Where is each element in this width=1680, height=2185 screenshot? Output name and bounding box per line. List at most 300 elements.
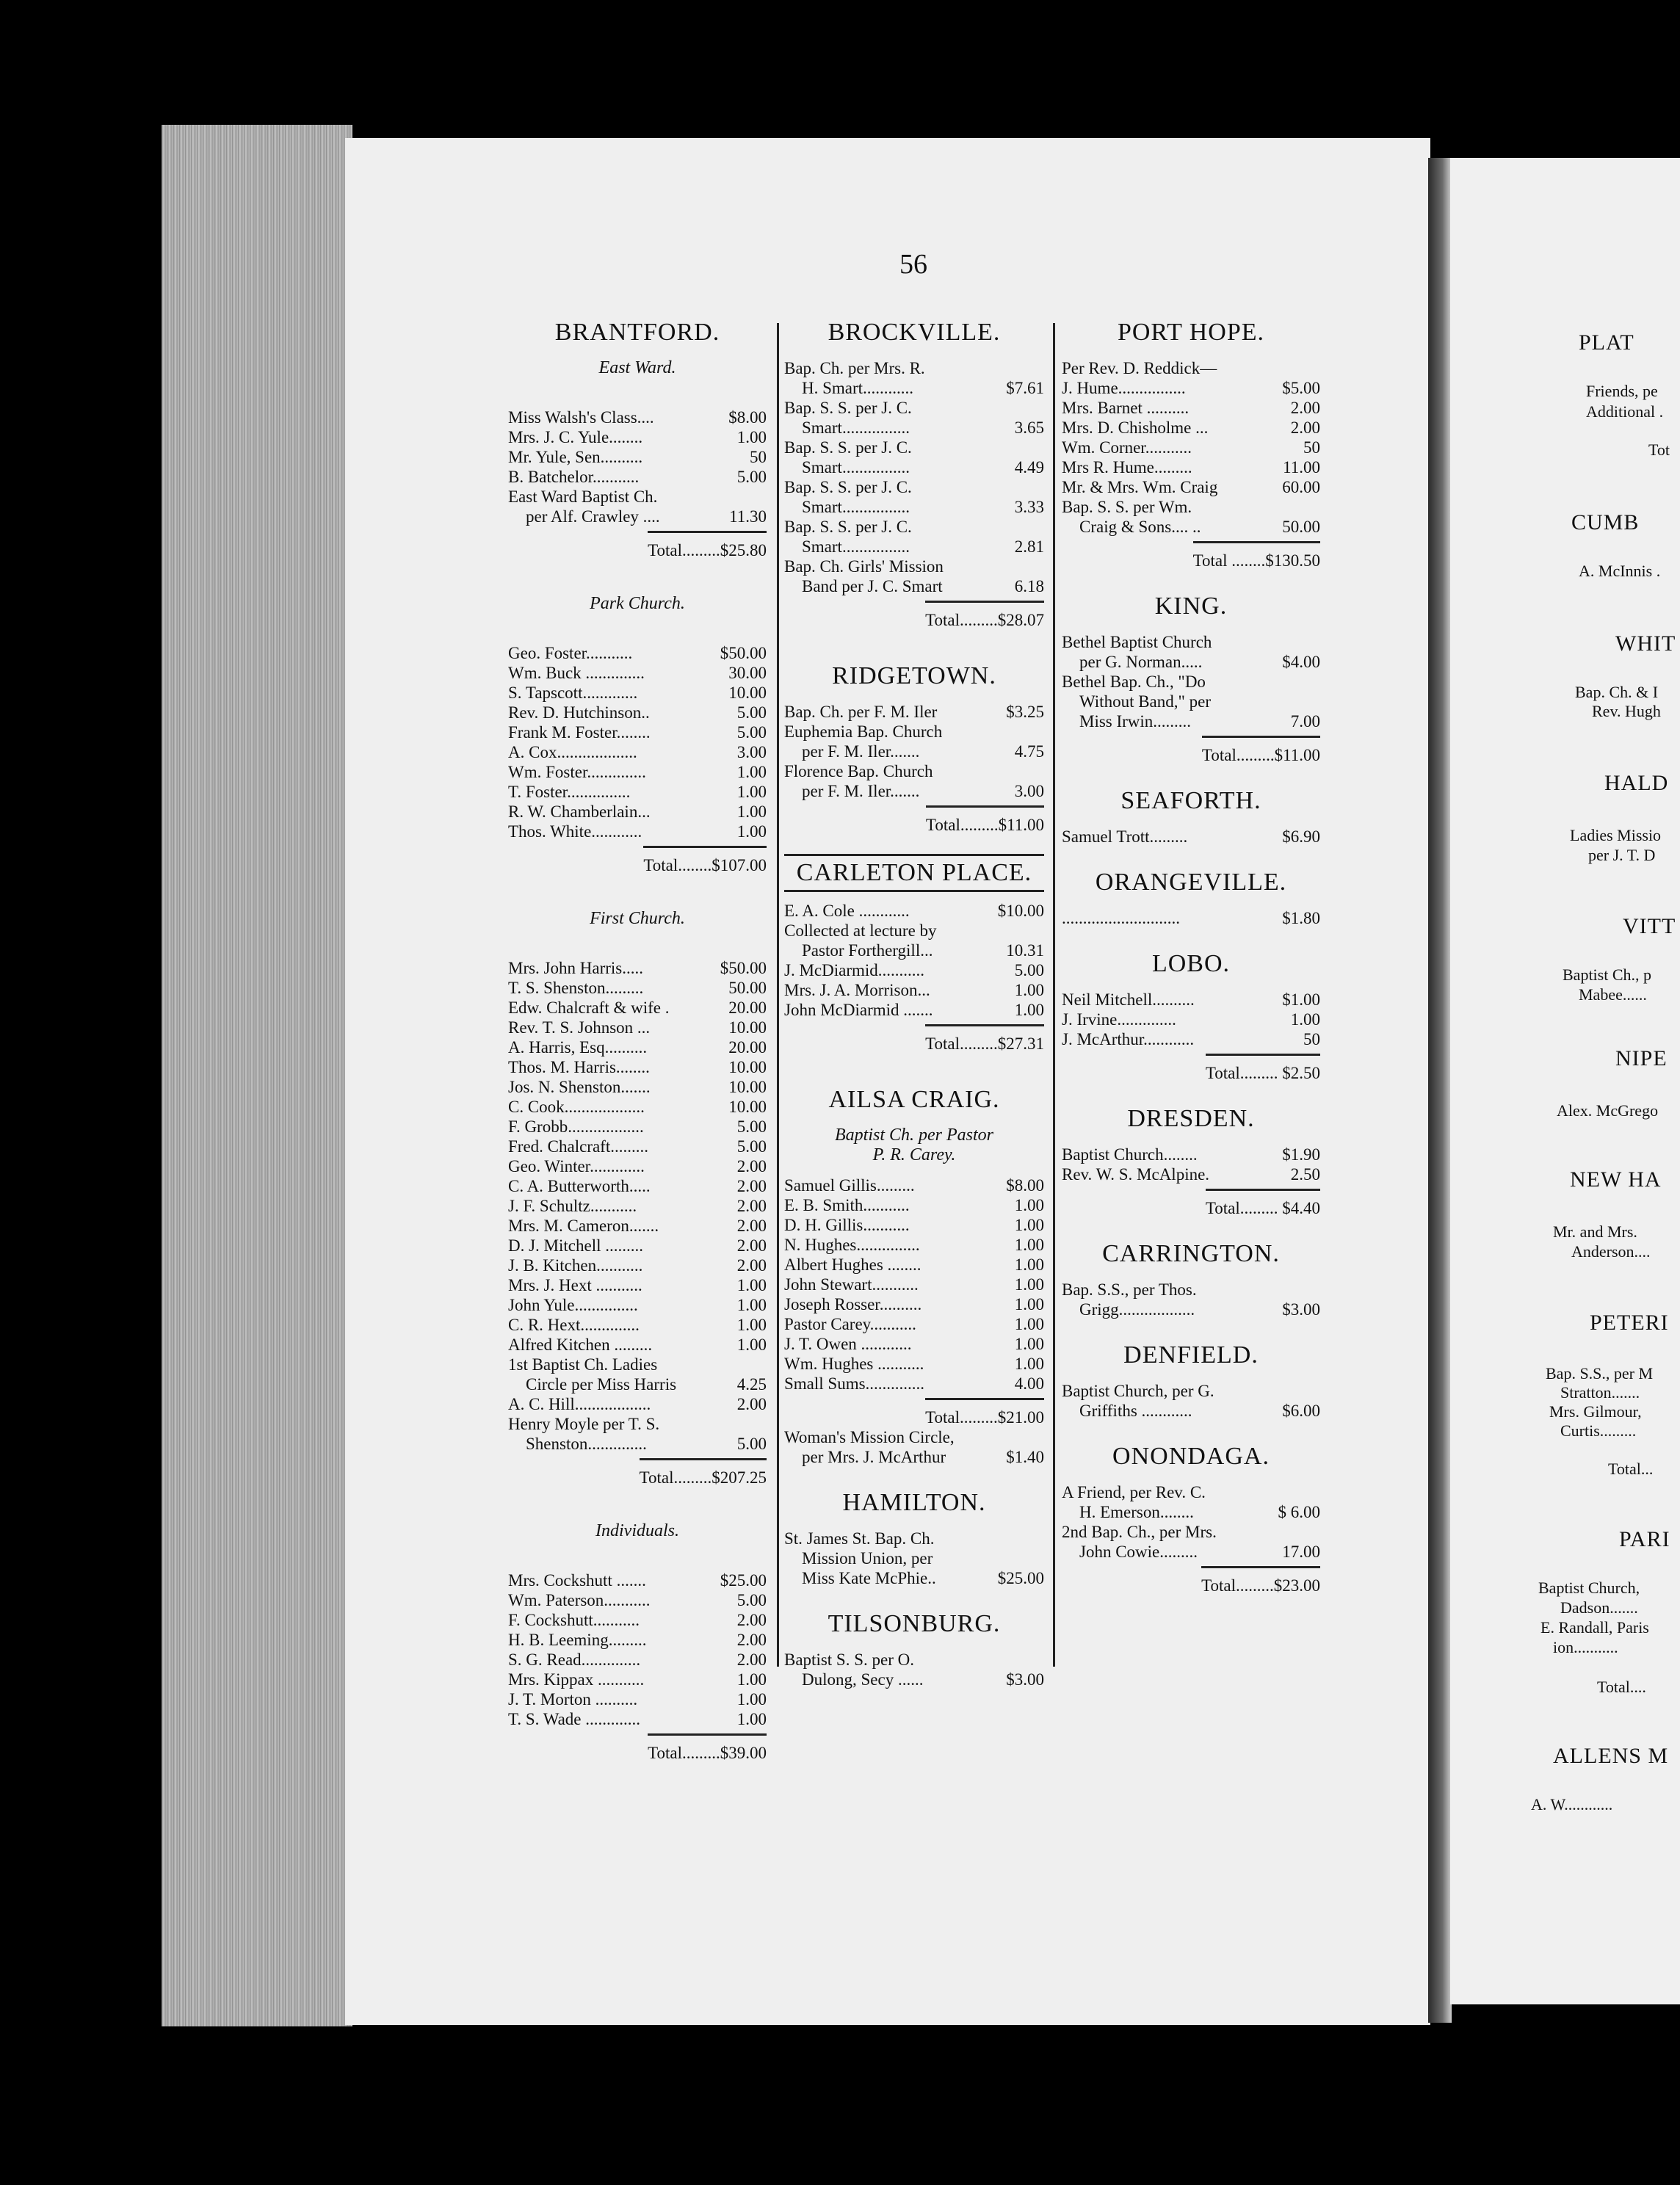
entry-amount xyxy=(993,517,1044,537)
entry-amount: 20.00 xyxy=(728,1038,767,1057)
section-title: DRESDEN. xyxy=(1127,1105,1255,1132)
right-page-line: Baptist Ch., p xyxy=(1563,965,1652,984)
entry-name: H. Emerson........ xyxy=(1079,1503,1194,1521)
entry-amount: 3.33 xyxy=(1014,498,1044,516)
entry-name: Pastor Forthergill... xyxy=(802,941,933,960)
ledger-entry xyxy=(784,941,1044,960)
ledger-entry xyxy=(784,1427,1044,1447)
entry-amount xyxy=(1269,497,1320,517)
subsection-title: Park Church. xyxy=(590,594,685,613)
ledger-entry xyxy=(508,1374,767,1394)
entry-amount: 1.00 xyxy=(1014,1335,1044,1353)
entry-amount: 50 xyxy=(750,448,767,466)
right-page-line: E. Randall, Paris xyxy=(1540,1618,1649,1637)
ledger-entry xyxy=(508,1650,767,1670)
entry-amount: 4.00 xyxy=(1014,1374,1044,1393)
entry-name: per F. M. Iler....... xyxy=(802,782,920,800)
entry-amount: 1.00 xyxy=(1014,1001,1044,1019)
entry-amount: $6.90 xyxy=(1282,827,1320,846)
entry-amount: 6.18 xyxy=(1014,577,1044,595)
right-page-line: Baptist Church, xyxy=(1538,1579,1640,1597)
entry-amount: $1.80 xyxy=(1282,909,1320,927)
entry-amount xyxy=(715,1355,767,1374)
right-page-line: Curtis......... xyxy=(1560,1421,1637,1440)
right-page-line: Friends, pe xyxy=(1586,382,1658,400)
entry-name: John McDiarmid ....... xyxy=(784,1001,933,1019)
entry-name: Wm. Buck .............. xyxy=(508,664,645,682)
entry-amount: 10.00 xyxy=(728,684,767,702)
right-page-heading: VITT xyxy=(1623,914,1676,938)
entry-name: C. Cook................... xyxy=(508,1098,645,1116)
entry-amount xyxy=(993,438,1044,457)
entry-name: B. Batchelor........... xyxy=(508,468,640,486)
right-page-line: Dadson....... xyxy=(1560,1598,1638,1617)
ledger-entry xyxy=(784,378,1044,398)
entry-amount: 11.30 xyxy=(729,507,767,526)
entry-amount: 1.00 xyxy=(736,1670,767,1689)
entry-amount xyxy=(1269,1280,1320,1300)
ledger-entry xyxy=(508,782,767,802)
entry-amount: 2.00 xyxy=(1290,418,1320,437)
entry-amount: 1.00 xyxy=(1014,1255,1044,1274)
entry-name: S. Tapscott............. xyxy=(508,684,638,702)
ledger-entry xyxy=(508,722,767,742)
entry-name: Samuel Gillis......... xyxy=(784,1176,915,1195)
entry-name: Craig & Sons.... .. xyxy=(1079,518,1201,536)
entry-amount: $ 6.00 xyxy=(1278,1503,1320,1521)
entry-name: Baptist S. S. per O. xyxy=(784,1650,914,1669)
entry-name: ............................ xyxy=(1062,909,1180,927)
entry-amount xyxy=(993,477,1044,497)
ledger-entry xyxy=(1062,1029,1320,1049)
ledger-entry xyxy=(1062,1542,1320,1562)
entry-amount: $1.90 xyxy=(1282,1145,1320,1164)
ledger-entry xyxy=(784,1650,1044,1670)
entry-name: Mrs. Cockshutt ....... xyxy=(508,1571,646,1590)
ledger-entry xyxy=(508,1057,767,1077)
ledger-entry xyxy=(508,1117,767,1137)
ledger-entry xyxy=(508,742,767,762)
ledger-entry xyxy=(508,802,767,822)
ledger-entry xyxy=(508,703,767,722)
right-page-line: Ladies Missio xyxy=(1570,826,1662,844)
entry-amount: $8.00 xyxy=(728,408,767,427)
entry-name: Thos. M. Harris........ xyxy=(508,1058,650,1076)
entry-name: Wm. Corner........... xyxy=(1062,438,1192,457)
ledger-entry xyxy=(508,1590,767,1610)
ledger-entry xyxy=(784,702,1044,722)
entry-amount: 5.00 xyxy=(736,1137,767,1156)
column-rule-1 xyxy=(777,323,779,1667)
entry-name: Wm. Foster.............. xyxy=(508,763,646,781)
ledger-entry xyxy=(784,457,1044,477)
entry-amount xyxy=(993,557,1044,576)
entry-name: Smart................ xyxy=(802,458,910,477)
entry-amount xyxy=(1269,1381,1320,1401)
entry-name: 2nd Bap. Ch., per Mrs. xyxy=(1062,1523,1217,1541)
ledger-entry xyxy=(1062,672,1320,692)
entry-amount: 3.00 xyxy=(1014,782,1044,800)
section-title: SEAFORTH. xyxy=(1120,787,1261,814)
ledger-entry xyxy=(784,742,1044,761)
ledger-entry xyxy=(508,1709,767,1729)
entry-amount: 10.00 xyxy=(728,1058,767,1076)
subtotal: Total.........$21.00 xyxy=(925,1398,1044,1427)
right-page-heading: CUMB xyxy=(1571,510,1640,535)
section-title: ORANGEVILLE. xyxy=(1095,869,1287,896)
entry-amount xyxy=(1269,358,1320,378)
section-title: HAMILTON. xyxy=(842,1489,986,1516)
right-page-heading: PETERI xyxy=(1590,1311,1669,1335)
ledger-entry xyxy=(508,1394,767,1414)
section-title: AILSA CRAIG. xyxy=(828,1086,1000,1113)
entry-amount: 11.00 xyxy=(1283,458,1320,477)
ledger-entry xyxy=(508,1315,767,1335)
ledger-entry xyxy=(508,1196,767,1216)
entry-name: Neil Mitchell.......... xyxy=(1062,990,1195,1009)
right-page-heading: HALD xyxy=(1604,771,1669,795)
entry-amount: 1.00 xyxy=(736,1336,767,1354)
ledger-entry xyxy=(508,762,767,782)
entry-name: H. B. Leeming......... xyxy=(508,1631,647,1649)
column-brantford xyxy=(508,316,767,1763)
entry-amount: $4.00 xyxy=(1282,653,1320,671)
ledger-entry xyxy=(784,980,1044,1000)
entry-amount: 2.00 xyxy=(736,1217,767,1235)
entry-amount: 2.00 xyxy=(736,1256,767,1275)
subtotal: Total........$107.00 xyxy=(643,846,767,875)
right-page-heading: ALLENS M xyxy=(1553,1744,1669,1768)
ledger-entry xyxy=(784,1314,1044,1334)
ledger-entry xyxy=(784,960,1044,980)
entry-name: Bap. S. S. per Wm. xyxy=(1062,498,1192,516)
entry-amount: 1.00 xyxy=(1014,1275,1044,1294)
ledger-entry xyxy=(508,1137,767,1156)
ledger-entry xyxy=(508,1295,767,1315)
entry-name: Bap. Ch. per Mrs. R. xyxy=(784,359,925,377)
entry-name: J. Irvine.............. xyxy=(1062,1010,1176,1029)
right-page-line: A. W............ xyxy=(1531,1795,1613,1813)
ledger-entry xyxy=(508,467,767,487)
ledger-entry xyxy=(508,427,767,447)
entry-amount: 4.25 xyxy=(736,1375,767,1394)
column-right xyxy=(1062,316,1320,1595)
right-page-line: Mabee...... xyxy=(1579,985,1647,1004)
entry-name: Pastor Carey........... xyxy=(784,1315,916,1333)
right-page-line: Bap. Ch. & I xyxy=(1575,683,1659,701)
ledger-entry xyxy=(508,1670,767,1689)
ledger-entry xyxy=(784,1529,1044,1548)
ledger-entry xyxy=(1062,1522,1320,1542)
entry-amount xyxy=(993,921,1044,941)
entry-name: S. G. Read.............. xyxy=(508,1650,641,1669)
entry-amount: 1.00 xyxy=(736,1316,767,1334)
section-title: LOBO. xyxy=(1151,950,1231,977)
entry-amount: 5.00 xyxy=(1014,961,1044,979)
entry-name: Griffiths ............ xyxy=(1079,1402,1192,1420)
subsection-title: First Church. xyxy=(590,909,685,928)
entry-name: Bap. S. S. per J. C. xyxy=(784,518,912,536)
section-title: RIDGETOWN. xyxy=(832,662,996,689)
subtotal: Total.........$39.00 xyxy=(648,1733,767,1763)
ledger-entry xyxy=(1062,378,1320,398)
ledger-entry xyxy=(1062,711,1320,731)
entry-name: per Alf. Crawley .... xyxy=(526,507,660,526)
entry-amount: 4.75 xyxy=(1014,742,1044,761)
subtotal: Total.........$25.80 xyxy=(648,531,767,560)
right-page-line: Stratton....... xyxy=(1560,1383,1640,1402)
entry-name: Bap. Ch. Girls' Mission xyxy=(784,557,944,576)
subtotal: Total.........$28.07 xyxy=(925,601,1044,630)
right-page-line: ion........... xyxy=(1553,1638,1618,1656)
subtotal: Total.........$11.00 xyxy=(926,805,1044,835)
entry-name: Mrs R. Hume......... xyxy=(1062,458,1192,477)
entry-name: A. C. Hill.................. xyxy=(508,1395,651,1413)
ledger-entry xyxy=(508,1630,767,1650)
ledger-entry xyxy=(508,1414,767,1434)
entry-name: John Cowie......... xyxy=(1079,1543,1198,1561)
ledger-entry xyxy=(1062,497,1320,517)
ledger-entry xyxy=(1062,692,1320,711)
entry-amount: $1.40 xyxy=(1006,1448,1044,1466)
ledger-entry xyxy=(508,1335,767,1355)
right-page-heading: NIPE xyxy=(1615,1046,1668,1070)
ledger-entry xyxy=(784,537,1044,557)
entry-name: Mr. Yule, Sen.......... xyxy=(508,448,643,466)
ledger-entry xyxy=(508,1216,767,1236)
entry-amount: 5.00 xyxy=(736,1117,767,1136)
ledger-entry xyxy=(784,438,1044,457)
entry-amount: 2.00 xyxy=(1290,399,1320,417)
entry-amount: 1.00 xyxy=(736,1710,767,1728)
subsection-title: Individuals. xyxy=(595,1521,679,1540)
ledger-entry xyxy=(784,517,1044,537)
right-page-line: Mrs. Gilmour, xyxy=(1549,1402,1642,1421)
entry-name: Bap. S. S. per J. C. xyxy=(784,399,912,417)
entry-amount: 2.00 xyxy=(736,1236,767,1255)
entry-name: F. Grobb.................. xyxy=(508,1117,644,1136)
ledger-entry xyxy=(1062,1010,1320,1029)
entry-amount xyxy=(715,487,767,507)
entry-name: J. McDiarmid........... xyxy=(784,961,925,979)
entry-name: E. B. Smith........... xyxy=(784,1196,910,1214)
ledger-entry xyxy=(1062,1300,1320,1319)
entry-name: Mrs. D. Chisholme ... xyxy=(1062,418,1209,437)
ledger-entry xyxy=(508,1018,767,1037)
entry-amount: 2.00 xyxy=(736,1157,767,1175)
entry-name: Bethel Baptist Church xyxy=(1062,633,1212,651)
entry-name: John Yule............... xyxy=(508,1296,638,1314)
ledger-entry xyxy=(508,1689,767,1709)
entry-name: Joseph Rosser.......... xyxy=(784,1295,922,1313)
entry-amount xyxy=(993,761,1044,781)
ledger-entry xyxy=(784,1294,1044,1314)
right-page-heading: PARI xyxy=(1619,1527,1670,1551)
entry-name: Henry Moyle per T. S. xyxy=(508,1415,660,1433)
entry-name: Small Sums.............. xyxy=(784,1374,925,1393)
entry-name: J. B. Kitchen........... xyxy=(508,1256,643,1275)
entry-name: Florence Bap. Church xyxy=(784,762,933,780)
ledger-entry xyxy=(784,1255,1044,1275)
entry-amount: 1.00 xyxy=(1014,1236,1044,1254)
subtotal: Total.........$11.00 xyxy=(1202,736,1320,765)
entry-amount: 5.00 xyxy=(736,1435,767,1453)
entry-name: J. Hume................ xyxy=(1062,379,1186,397)
entry-amount xyxy=(993,1548,1044,1568)
entry-name: Band per J. C. Smart xyxy=(802,577,943,595)
entry-name: Albert Hughes ........ xyxy=(784,1255,922,1274)
ledger-entry xyxy=(508,1355,767,1374)
ledger-entry xyxy=(508,1077,767,1097)
entry-amount: $25.00 xyxy=(997,1569,1044,1587)
entry-amount: 2.00 xyxy=(736,1395,767,1413)
entry-amount: $3.25 xyxy=(1006,703,1044,721)
ledger-entry xyxy=(1062,358,1320,378)
ledger-entry xyxy=(784,1568,1044,1588)
right-page-line: Mr. and Mrs. xyxy=(1553,1222,1637,1241)
entry-name: Rev. D. Hutchinson.. xyxy=(508,703,650,722)
entry-name: Bap. S. S. per J. C. xyxy=(784,478,912,496)
entry-name: Baptist Church........ xyxy=(1062,1145,1198,1164)
entry-amount: 1.00 xyxy=(736,783,767,801)
entry-amount: 4.49 xyxy=(1014,458,1044,477)
entry-amount: $1.00 xyxy=(1282,990,1320,1009)
column-rule-2 xyxy=(1053,323,1055,1667)
entry-amount: 1.00 xyxy=(1014,1216,1044,1234)
entry-name: Mrs. J. Hext ........... xyxy=(508,1276,642,1294)
entry-amount: $25.00 xyxy=(720,1571,767,1590)
entry-name: Miss Walsh's Class.... xyxy=(508,408,654,427)
entry-amount: 1.00 xyxy=(736,1690,767,1708)
entry-amount xyxy=(993,1529,1044,1548)
ledger-entry xyxy=(1062,1280,1320,1300)
entry-amount xyxy=(1269,1482,1320,1502)
subtotal: Total......... $2.50 xyxy=(1206,1054,1320,1083)
right-page-line: per J. T. D xyxy=(1588,846,1656,864)
entry-amount: 2.00 xyxy=(736,1197,767,1215)
ledger-entry xyxy=(1062,438,1320,457)
subtotal: Total.........$27.31 xyxy=(925,1024,1044,1054)
entry-amount: 50.00 xyxy=(728,979,767,997)
entry-name: John Stewart........... xyxy=(784,1275,919,1294)
entry-amount: 1.00 xyxy=(1014,1355,1044,1373)
entry-name: D. H. Gillis........... xyxy=(784,1216,910,1234)
entry-amount: 50 xyxy=(1303,438,1320,457)
right-page-heading: PLAT xyxy=(1579,330,1634,355)
entry-name: Collected at lecture by xyxy=(784,921,937,940)
entry-amount: 3.00 xyxy=(736,743,767,761)
ledger-entry xyxy=(784,477,1044,497)
ledger-entry xyxy=(508,1255,767,1275)
entry-name: Mission Union, per xyxy=(802,1549,933,1568)
ledger-entry xyxy=(784,497,1044,517)
entry-amount: 1.00 xyxy=(1014,1295,1044,1313)
entry-name: Wm. Paterson........... xyxy=(508,1591,651,1609)
entry-name: Mrs. M. Cameron....... xyxy=(508,1217,659,1235)
ledger-entry xyxy=(784,1275,1044,1294)
column-middle xyxy=(784,316,1044,1689)
ledger-entry xyxy=(1062,1164,1320,1184)
subtotal: Total.........$207.25 xyxy=(640,1458,767,1488)
ledger-entry xyxy=(784,358,1044,378)
entry-name: Circle per Miss Harris xyxy=(526,1375,677,1394)
ledger-entry xyxy=(508,447,767,467)
entry-name: T. S. Shenston......... xyxy=(508,979,644,997)
entry-name: Bap. S.S., per Thos. xyxy=(1062,1280,1197,1299)
entry-amount: 1.00 xyxy=(1014,1315,1044,1333)
entry-amount xyxy=(993,722,1044,742)
entry-name: Dulong, Secy ...... xyxy=(802,1670,924,1689)
subsection-title: East Ward. xyxy=(598,358,676,377)
ledger-entry xyxy=(1062,908,1320,928)
entry-amount: $5.00 xyxy=(1282,379,1320,397)
entry-name: per G. Norman..... xyxy=(1079,653,1203,671)
ledger-entry xyxy=(784,761,1044,781)
entry-name: Mrs. Barnet .......... xyxy=(1062,399,1190,417)
entry-name: Rev. T. S. Johnson ... xyxy=(508,1018,651,1037)
entry-name: T. Foster............... xyxy=(508,783,631,801)
ledger-entry xyxy=(784,398,1044,418)
ledger-entry xyxy=(784,1235,1044,1255)
ledger-entry xyxy=(1062,1381,1320,1401)
entry-name: Bethel Bap. Ch., "Do xyxy=(1062,673,1206,691)
entry-amount: $3.00 xyxy=(1006,1670,1044,1689)
right-page-line: Total.... xyxy=(1597,1678,1646,1696)
entry-name: E. A. Cole ............ xyxy=(784,902,910,920)
entry-name: Alfred Kitchen ......... xyxy=(508,1336,653,1354)
ledger-entry xyxy=(508,1037,767,1057)
ledger-entry xyxy=(1062,1482,1320,1502)
entry-amount: $6.00 xyxy=(1282,1402,1320,1420)
entry-name: A. Cox................... xyxy=(508,743,637,761)
entry-amount: 1.00 xyxy=(736,1296,767,1314)
ledger-entry xyxy=(1062,418,1320,438)
ledger-entry xyxy=(784,901,1044,921)
entry-name: Shenston.............. xyxy=(526,1435,647,1453)
ledger-entry xyxy=(1062,632,1320,652)
entry-amount: 1.00 xyxy=(736,428,767,446)
right-page-line: Bap. S.S., per M xyxy=(1546,1364,1654,1383)
entry-name: H. Smart............ xyxy=(802,379,914,397)
right-page-line: Tot xyxy=(1648,441,1670,459)
entry-name: Wm. Hughes ........... xyxy=(784,1355,924,1373)
ledger-entry xyxy=(784,1548,1044,1568)
ledger-entry xyxy=(1062,398,1320,418)
entry-amount: 5.00 xyxy=(736,1591,767,1609)
ledger-entry xyxy=(1062,1145,1320,1164)
ledger-entry xyxy=(508,1176,767,1196)
entry-name: Grigg.................. xyxy=(1079,1300,1195,1319)
entry-amount xyxy=(715,1414,767,1434)
section-title: KING. xyxy=(1154,593,1228,620)
ledger-entry xyxy=(508,1236,767,1255)
ledger-entry xyxy=(508,683,767,703)
ledger-entry xyxy=(784,1215,1044,1235)
ledger-entry xyxy=(784,1670,1044,1689)
right-page-line: Additional . xyxy=(1586,402,1664,421)
entry-amount xyxy=(1269,692,1320,711)
ledger-entry xyxy=(1062,827,1320,847)
ledger-entry xyxy=(1062,990,1320,1010)
entry-name: Miss Irwin......... xyxy=(1079,712,1192,731)
ledger-entry xyxy=(508,1156,767,1176)
right-page-heading: NEW HA xyxy=(1570,1167,1662,1192)
entry-name: Bap. S. S. per J. C. xyxy=(784,438,912,457)
ledger-entry xyxy=(508,663,767,683)
entry-name: per Mrs. J. McArthur xyxy=(802,1448,946,1466)
entry-amount xyxy=(993,1650,1044,1670)
entry-amount xyxy=(1269,672,1320,692)
